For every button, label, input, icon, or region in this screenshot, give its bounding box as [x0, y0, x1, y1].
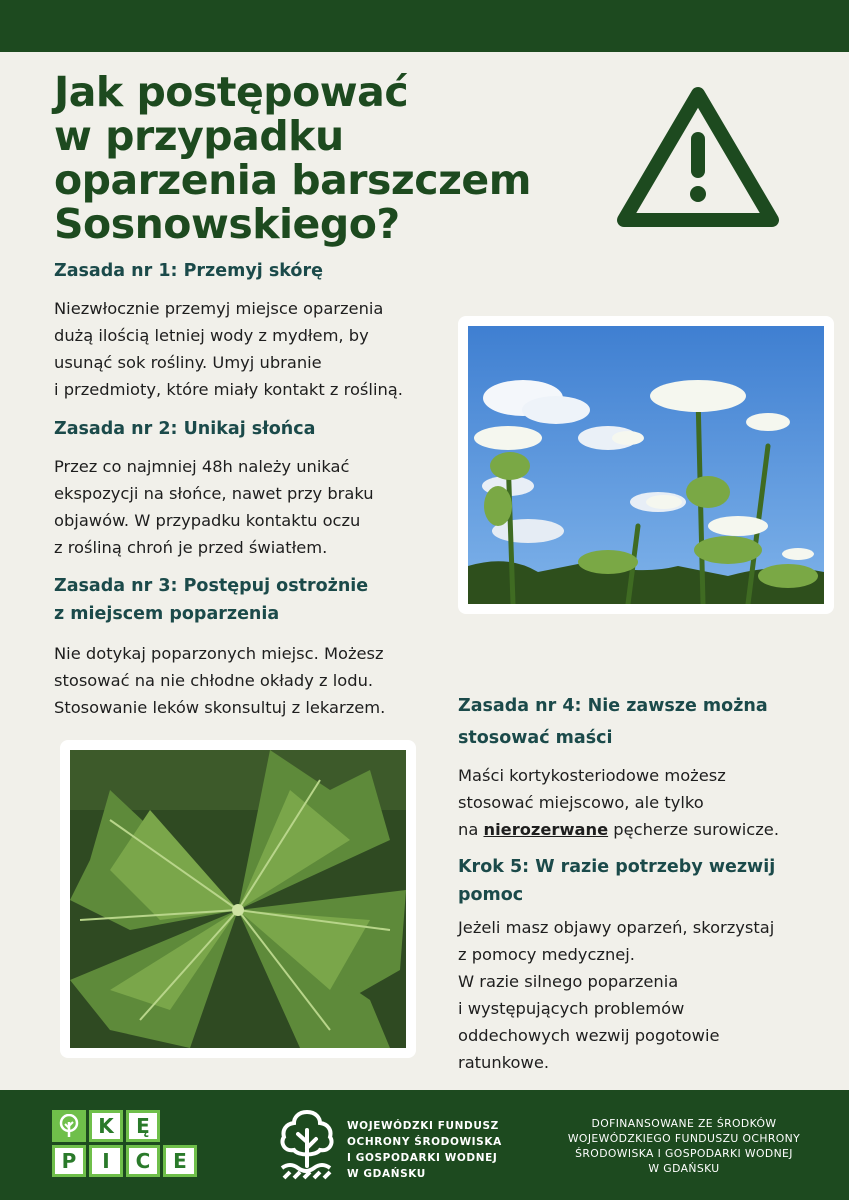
fund-name: WOJEWÓDZKI FUNDUSZ OCHRONY ŚRODOWISKA I GOSPODARKI WODNEJ W GDAŃSKU [347, 1120, 502, 1180]
rule-2-heading: Zasada nr 2: Unikaj słońca [54, 419, 316, 439]
rule-3-heading: Zasada nr 3: Postępuj ostrożnie z miejscem poparzenia [54, 576, 369, 624]
tree-icon [52, 1110, 86, 1142]
tree-water-logo-icon [276, 1106, 338, 1186]
emphasis-text: nierozerwane [483, 820, 609, 839]
logo-letter: I [89, 1145, 123, 1177]
kepice-logo [52, 1110, 198, 1182]
hogweed-leaves-photo [60, 740, 416, 1058]
rule-3-body: Nie dotykaj poparzonych miejsc. Możesz stosować na nie chłodne okłady z lodu. Stosowanie leków skonsultuj z lekarzem. [54, 644, 386, 717]
page-title: Jak postępować w przypadku oparzenia barszczem Sosnowskiego? [54, 68, 531, 248]
logo-letter: P [52, 1145, 86, 1177]
logo-letter: Ę [126, 1110, 160, 1142]
warning-triangle-icon [614, 84, 782, 230]
rule-1-body: Niezwłocznie przemyj miejsce oparzenia dużą ilością letniej wody z mydłem, by usunąć sok rośliny. Umyj ubranie i przedmioty, które miały kontakt z rośliną. [54, 299, 403, 399]
rule-5-body: Jeżeli masz objawy oparzeń, skorzystaj z pomocy medycznej. W razie silnego poparzenia i występujących problemów oddechowych wezwij pogotowie ratunkowe. [458, 918, 775, 1072]
logo-letter: K [89, 1110, 123, 1142]
rule-2-body: Przez co najmniej 48h należy unikać ekspozycji na słońce, nawet przy braku objawów. W przypadku kontaktu oczu z rośliną chroń je przed światłem. [54, 457, 374, 557]
hogweed-flowers-photo [458, 316, 834, 614]
footer [0, 1090, 849, 1200]
rule-4-last-line: na nierozerwane pęcherze surowicze. [458, 820, 779, 839]
top-bar [0, 0, 849, 52]
rule-5-heading: Krok 5: W razie potrzeby wezwij pomoc [458, 857, 776, 905]
logo-letter: E [163, 1145, 197, 1177]
logo-letter: C [126, 1145, 160, 1177]
cofunding-note: DOFINANSOWANE ZE ŚRODKÓW WOJEWÓDZKIEGO FUNDUSZU OCHRONY ŚRODOWISKA I GOSPODARKI WODNEJ W GDAŃSKU [567, 1117, 801, 1175]
rule-1-heading: Zasada nr 1: Przemyj skórę [54, 261, 323, 281]
rule-4-body: Maści kortykosteriodowe możesz stosować miejscowo, ale tylko na nierozerwane pęcherze surowicze. [458, 762, 779, 843]
rule-4-heading: Zasada nr 4: Nie zawsze można stosować maści [458, 696, 768, 748]
